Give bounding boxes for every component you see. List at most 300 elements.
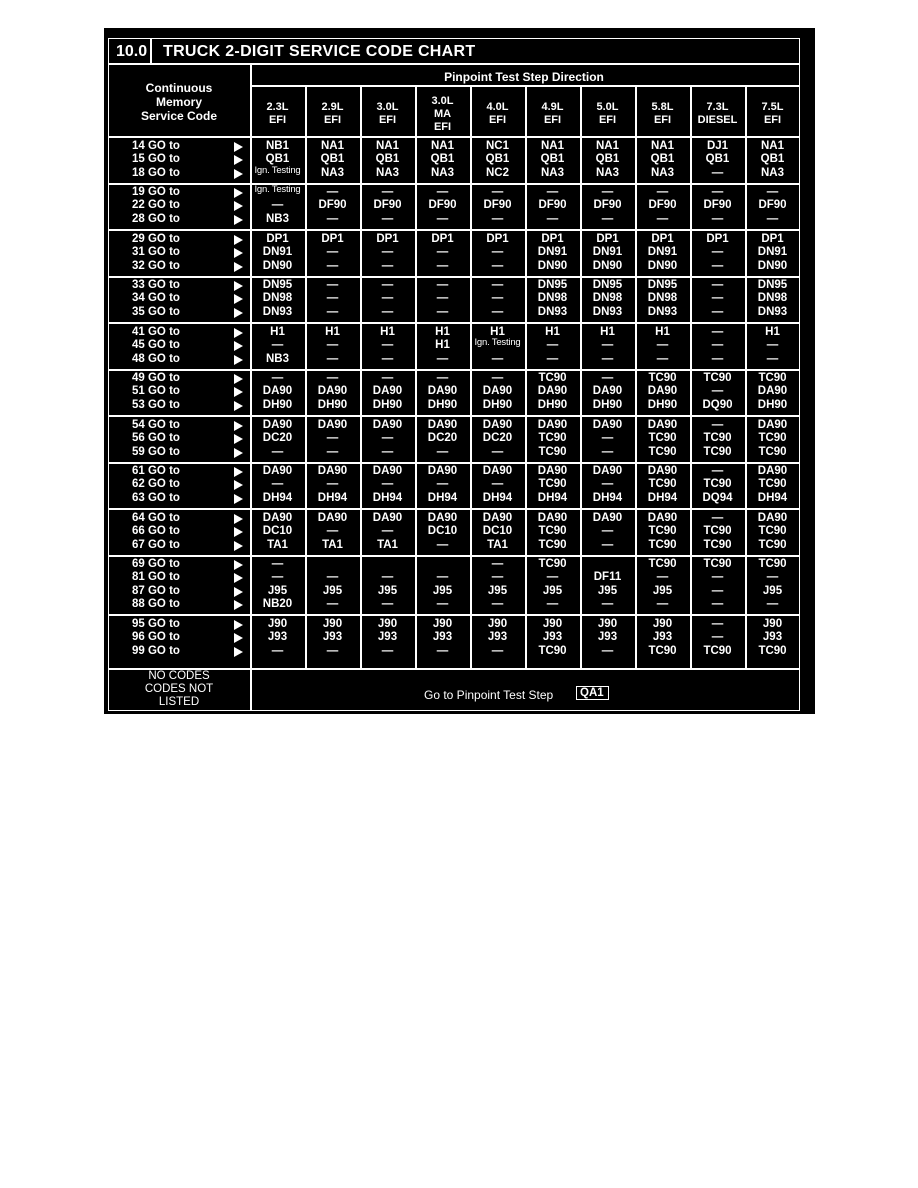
- test-step-cell: TC90: [758, 644, 787, 657]
- service-code-label: 96 GO to: [132, 631, 180, 644]
- test-step-cell: NA1: [540, 140, 564, 152]
- test-step-cell: —: [326, 186, 339, 198]
- test-step-cell: DP1: [376, 233, 399, 245]
- engine-header-line: EFI: [323, 114, 342, 126]
- test-step-cell: —: [601, 525, 614, 538]
- row-divider: [108, 322, 800, 324]
- test-step-cell: J90: [487, 618, 508, 630]
- test-step-cell: —: [271, 478, 284, 491]
- test-step-cell: —: [326, 644, 339, 657]
- test-step-cell: J95: [267, 584, 288, 597]
- test-step-cell: QB1: [485, 153, 510, 166]
- test-step-cell: DH94: [537, 491, 568, 504]
- arrow-right-icon: [234, 169, 243, 179]
- test-step-cell: J95: [652, 584, 673, 597]
- test-step-cell: —: [766, 598, 779, 611]
- test-step-cell: DA90: [482, 512, 513, 524]
- arrow-right-icon: [234, 527, 243, 537]
- service-code-label: 61 GO to: [132, 465, 180, 477]
- test-step-cell: —: [711, 305, 724, 318]
- test-step-cell: DN91: [537, 246, 568, 259]
- service-code-label: 45 GO to: [132, 339, 180, 352]
- test-step-cell: —: [326, 478, 339, 491]
- test-step-cell: J95: [487, 584, 508, 597]
- engine-header-line: 3.0L: [431, 95, 454, 107]
- engine-header: [415, 96, 470, 135]
- test-step-cell: H1: [765, 326, 780, 338]
- test-step-cell: NA1: [595, 140, 619, 152]
- test-step-cell: TC90: [758, 372, 787, 384]
- test-step-cell: —: [546, 571, 559, 584]
- test-step-cell: —: [381, 352, 394, 365]
- test-step-cell: DN98: [537, 292, 568, 305]
- arrow-right-icon: [234, 467, 243, 477]
- test-step-cell: DA90: [757, 385, 788, 398]
- test-step-cell: NA3: [320, 166, 344, 179]
- test-step-cell: DP1: [651, 233, 674, 245]
- test-step-cell: DA90: [482, 465, 513, 477]
- arrow-right-icon: [234, 647, 243, 657]
- arrow-right-icon: [234, 587, 243, 597]
- test-step-cell: DN95: [262, 279, 293, 291]
- test-step-cell: —: [491, 478, 504, 491]
- test-step-cell: Ign. Testing: [254, 184, 301, 195]
- engine-header-line: 2.9L: [321, 101, 344, 113]
- test-step-cell: —: [711, 186, 724, 198]
- test-step-cell: —: [656, 339, 669, 352]
- test-step-cell: —: [766, 571, 779, 584]
- test-step-cell: QB1: [265, 153, 290, 166]
- test-step-cell: —: [436, 644, 449, 657]
- service-code-label: 63 GO to: [132, 491, 180, 504]
- test-step-cell: QB1: [650, 153, 675, 166]
- no-codes-line-2: CODES NOT: [144, 683, 214, 695]
- test-step-cell: DH90: [262, 398, 293, 411]
- test-step-cell: DN90: [757, 259, 788, 272]
- arrow-right-icon: [234, 328, 243, 338]
- test-step-cell: —: [601, 478, 614, 491]
- engine-header: [470, 102, 525, 128]
- test-step-cell: TC90: [758, 525, 787, 538]
- test-step-cell: —: [326, 571, 339, 584]
- engine-header-line: 5.8L: [651, 101, 674, 113]
- row-divider: [108, 614, 800, 616]
- footer-instruction: Go to Pinpoint Test Step: [424, 688, 554, 702]
- test-step-cell: —: [491, 212, 504, 225]
- test-step-cell: DA90: [372, 385, 403, 398]
- test-step-cell: DN90: [592, 259, 623, 272]
- test-step-cell: DA90: [427, 385, 458, 398]
- arrow-right-icon: [234, 374, 243, 384]
- test-step-cell: DN93: [262, 305, 293, 318]
- left-header-line-2: Memory: [155, 95, 202, 109]
- test-step-cell: —: [381, 445, 394, 458]
- arrow-right-icon: [234, 281, 243, 291]
- test-step-cell: —: [711, 326, 724, 338]
- test-step-cell: —: [381, 246, 394, 259]
- service-code-label: 67 GO to: [132, 538, 180, 551]
- test-step-cell: DN95: [757, 279, 788, 291]
- arrow-right-icon: [234, 215, 243, 225]
- title-divider: [108, 63, 800, 65]
- arrow-right-icon: [234, 262, 243, 272]
- test-step-cell: TC90: [703, 644, 732, 657]
- test-step-cell: —: [601, 372, 614, 384]
- test-step-cell: —: [601, 339, 614, 352]
- test-step-cell: —: [546, 186, 559, 198]
- test-step-cell: DA90: [647, 512, 678, 524]
- row-divider: [108, 415, 800, 417]
- arrow-right-icon: [234, 434, 243, 444]
- test-step-cell: —: [601, 186, 614, 198]
- test-step-cell: —: [436, 445, 449, 458]
- test-step-cell: DA90: [427, 465, 458, 477]
- test-step-cell: TC90: [538, 432, 567, 445]
- engine-header-line: EFI: [763, 114, 782, 126]
- test-step-cell: —: [326, 339, 339, 352]
- service-code-label: 33 GO to: [132, 279, 180, 291]
- test-step-cell: —: [326, 598, 339, 611]
- test-step-cell: J93: [597, 631, 618, 644]
- arrow-right-icon: [234, 188, 243, 198]
- service-code-label: 81 GO to: [132, 571, 180, 584]
- no-codes-line-1: NO CODES: [148, 670, 210, 682]
- test-step-cell: —: [711, 419, 724, 431]
- test-step-cell: —: [326, 432, 339, 445]
- engine-header-line: 4.0L: [486, 101, 509, 113]
- test-step-cell: DA90: [647, 385, 678, 398]
- test-step-cell: —: [326, 352, 339, 365]
- test-step-cell: TC90: [703, 372, 732, 384]
- test-step-cell: —: [546, 598, 559, 611]
- engine-header: [690, 102, 745, 128]
- test-step-cell: DP1: [706, 233, 729, 245]
- test-step-cell: DA90: [427, 512, 458, 524]
- test-step-cell: DN90: [647, 259, 678, 272]
- test-step-cell: QB1: [375, 153, 400, 166]
- test-step-cell: DH90: [537, 398, 568, 411]
- test-step-cell: J93: [377, 631, 398, 644]
- test-step-cell: DN91: [647, 246, 678, 259]
- test-step-cell: —: [271, 372, 284, 384]
- service-code-label: 66 GO to: [132, 525, 180, 538]
- test-step-cell: J90: [432, 618, 453, 630]
- test-step-cell: DN91: [262, 246, 293, 259]
- test-step-cell: H1: [325, 326, 340, 338]
- test-step-cell: DH90: [317, 398, 348, 411]
- test-step-cell: NB3: [265, 212, 289, 225]
- test-step-cell: —: [491, 279, 504, 291]
- test-step-cell: DH94: [317, 491, 348, 504]
- test-step-cell: DC10: [482, 525, 513, 538]
- engine-header-line: 2.3L: [266, 101, 289, 113]
- test-step-cell: —: [381, 598, 394, 611]
- test-step-cell: —: [491, 571, 504, 584]
- test-step-cell: DH94: [592, 491, 623, 504]
- test-step-cell: —: [491, 186, 504, 198]
- test-step-cell: J95: [542, 584, 563, 597]
- test-step-cell: DQ94: [702, 491, 733, 504]
- test-step-cell: DF90: [373, 199, 402, 212]
- test-step-cell: NA1: [650, 140, 674, 152]
- test-step-cell: DP1: [321, 233, 344, 245]
- row-divider: [108, 555, 800, 557]
- test-step-cell: J90: [377, 618, 398, 630]
- test-step-cell: DF90: [648, 199, 677, 212]
- engine-header: [580, 102, 635, 128]
- test-step-cell: —: [436, 372, 449, 384]
- test-step-cell: —: [546, 212, 559, 225]
- test-step-cell: DP1: [761, 233, 784, 245]
- arrow-right-icon: [234, 448, 243, 458]
- test-step-cell: DF90: [538, 199, 567, 212]
- test-step-cell: —: [711, 212, 724, 225]
- test-step-cell: —: [711, 598, 724, 611]
- test-step-cell: DP1: [431, 233, 454, 245]
- test-step-cell: TC90: [703, 558, 732, 570]
- service-code-chart: [104, 28, 815, 714]
- engine-header: [360, 102, 415, 128]
- test-step-cell: TC90: [648, 478, 677, 491]
- engine-header-line: EFI: [488, 114, 507, 126]
- test-step-cell: J93: [542, 631, 563, 644]
- engine-header-line: MA: [433, 108, 452, 120]
- row-divider: [108, 462, 800, 464]
- test-step-cell: J93: [487, 631, 508, 644]
- row-divider: [108, 276, 800, 278]
- service-code-label: 48 GO to: [132, 352, 180, 365]
- test-step-cell: —: [766, 339, 779, 352]
- test-step-cell: DH90: [647, 398, 678, 411]
- test-step-cell: DQ90: [702, 398, 733, 411]
- test-step-cell: —: [711, 352, 724, 365]
- engine-header-line: EFI: [268, 114, 287, 126]
- arrow-right-icon: [234, 248, 243, 258]
- test-step-cell: —: [326, 259, 339, 272]
- engine-header-line: EFI: [543, 114, 562, 126]
- service-code-label: 49 GO to: [132, 372, 180, 384]
- test-step-cell: TC90: [538, 445, 567, 458]
- test-step-cell: —: [381, 432, 394, 445]
- test-step-cell: DA90: [262, 385, 293, 398]
- test-step-cell: J93: [652, 631, 673, 644]
- test-step-cell: —: [656, 598, 669, 611]
- test-step-cell: J90: [322, 618, 343, 630]
- service-code-label: 31 GO to: [132, 246, 180, 259]
- test-step-cell: —: [601, 445, 614, 458]
- test-step-cell: —: [381, 279, 394, 291]
- test-step-cell: —: [381, 186, 394, 198]
- test-step-cell: DA90: [262, 419, 293, 431]
- test-step-cell: NB3: [265, 352, 289, 365]
- test-step-cell: TC90: [703, 478, 732, 491]
- arrow-right-icon: [234, 541, 243, 551]
- test-step-cell: DF90: [593, 199, 622, 212]
- test-step-cell: DA90: [592, 465, 623, 477]
- test-step-cell: TC90: [703, 445, 732, 458]
- test-step-cell: DA90: [372, 465, 403, 477]
- test-step-cell: DA90: [537, 419, 568, 431]
- test-step-cell: Ign. Testing: [254, 164, 301, 176]
- test-step-cell: DN91: [592, 246, 623, 259]
- test-step-cell: J95: [432, 584, 453, 597]
- test-step-cell: —: [381, 525, 394, 538]
- test-step-cell: J95: [597, 584, 618, 597]
- test-step-cell: —: [326, 212, 339, 225]
- service-code-label: 88 GO to: [132, 598, 180, 611]
- test-step-cell: DF90: [483, 199, 512, 212]
- left-header-line-1: Continuous: [145, 81, 213, 95]
- test-step-cell: H1: [490, 326, 505, 338]
- no-codes-line-3: LISTED: [158, 696, 200, 708]
- title-number-divider: [150, 38, 152, 63]
- test-step-cell: —: [436, 305, 449, 318]
- left-header-line-3: Service Code: [140, 109, 218, 123]
- test-step-cell: DP1: [541, 233, 564, 245]
- test-step-cell: NC1: [485, 140, 509, 152]
- test-step-cell: —: [326, 246, 339, 259]
- test-step-cell: —: [271, 571, 284, 584]
- test-step-cell: DA90: [427, 419, 458, 431]
- arrow-right-icon: [234, 514, 243, 524]
- test-step-cell: TC90: [648, 445, 677, 458]
- test-step-cell: TC90: [538, 525, 567, 538]
- service-code-label: 28 GO to: [132, 212, 180, 225]
- test-step-cell: —: [381, 571, 394, 584]
- test-step-cell: —: [546, 339, 559, 352]
- engine-header: [305, 102, 360, 128]
- test-step-cell: —: [436, 279, 449, 291]
- test-step-cell: —: [711, 512, 724, 524]
- test-step-cell: TA1: [377, 538, 398, 551]
- test-step-cell: NA1: [430, 140, 454, 152]
- test-step-cell: DA90: [757, 419, 788, 431]
- service-code-label: 19 GO to: [132, 186, 180, 198]
- test-step-cell: —: [491, 246, 504, 259]
- test-step-cell: —: [271, 644, 284, 657]
- test-step-cell: —: [381, 372, 394, 384]
- arrow-right-icon: [234, 573, 243, 583]
- test-step-cell: DN90: [537, 259, 568, 272]
- arrow-right-icon: [234, 480, 243, 490]
- test-step-cell: J90: [652, 618, 673, 630]
- test-step-cell: —: [491, 372, 504, 384]
- service-code-label: 15 GO to: [132, 153, 180, 166]
- row-divider: [108, 508, 800, 510]
- test-step-cell: —: [381, 292, 394, 305]
- test-step-cell: J93: [267, 631, 288, 644]
- arrow-right-icon: [234, 142, 243, 152]
- test-step-cell: DH94: [427, 491, 458, 504]
- test-step-cell: DP1: [596, 233, 619, 245]
- test-step-cell: DF90: [318, 199, 347, 212]
- service-code-label: 14 GO to: [132, 140, 180, 152]
- test-step-cell: DH94: [482, 491, 513, 504]
- arrow-right-icon: [234, 308, 243, 318]
- test-step-cell: NA3: [540, 166, 564, 179]
- test-step-cell: DA90: [537, 385, 568, 398]
- test-step-cell: —: [326, 372, 339, 384]
- test-step-cell: —: [766, 352, 779, 365]
- test-step-cell: DN93: [592, 305, 623, 318]
- test-step-cell: DJ1: [706, 140, 729, 152]
- test-step-cell: DA90: [262, 465, 293, 477]
- test-step-cell: DN98: [592, 292, 623, 305]
- test-step-cell: DN93: [647, 305, 678, 318]
- arrow-right-icon: [234, 235, 243, 245]
- test-step-cell: DC10: [427, 525, 458, 538]
- test-step-cell: DC10: [262, 525, 293, 538]
- test-step-cell: —: [381, 339, 394, 352]
- test-step-cell: TC90: [758, 538, 787, 551]
- test-step-cell: TC90: [758, 445, 787, 458]
- test-step-cell: J93: [322, 631, 343, 644]
- test-step-cell: —: [601, 352, 614, 365]
- test-step-cell: NA3: [650, 166, 674, 179]
- engine-header-line: 3.0L: [376, 101, 399, 113]
- test-step-cell: TC90: [648, 538, 677, 551]
- test-step-cell: —: [711, 618, 724, 630]
- row-divider: [108, 136, 800, 138]
- test-step-cell: TA1: [267, 538, 288, 551]
- test-step-cell: DH90: [372, 398, 403, 411]
- test-step-cell: DA90: [317, 465, 348, 477]
- test-step-cell: TC90: [648, 644, 677, 657]
- test-step-cell: DN98: [757, 292, 788, 305]
- pinpoint-header: Pinpoint Test Step Direction: [444, 70, 604, 84]
- test-step-cell: DA90: [537, 512, 568, 524]
- arrow-right-icon: [234, 620, 243, 630]
- service-code-label: 51 GO to: [132, 385, 180, 398]
- test-step-cell: J90: [597, 618, 618, 630]
- test-step-cell: DH94: [262, 491, 293, 504]
- service-code-label: 54 GO to: [132, 419, 180, 431]
- test-step-cell: —: [601, 538, 614, 551]
- test-step-cell: DA90: [647, 465, 678, 477]
- test-step-cell: —: [491, 305, 504, 318]
- test-step-cell: —: [491, 558, 504, 570]
- test-step-cell: —: [491, 352, 504, 365]
- test-step-cell: NB20: [262, 598, 293, 611]
- test-step-cell: —: [381, 478, 394, 491]
- test-step-cell: —: [326, 305, 339, 318]
- test-step-cell: NA1: [760, 140, 784, 152]
- test-step-cell: NA3: [430, 166, 454, 179]
- service-code-label: 62 GO to: [132, 478, 180, 491]
- test-step-cell: TC90: [648, 432, 677, 445]
- test-step-cell: NA3: [760, 166, 784, 179]
- test-step-cell: DA90: [317, 512, 348, 524]
- test-step-cell: —: [271, 558, 284, 570]
- service-code-label: 29 GO to: [132, 233, 180, 245]
- test-step-cell: DA90: [317, 419, 348, 431]
- test-step-cell: H1: [380, 326, 395, 338]
- test-step-cell: H1: [270, 326, 285, 338]
- engine-header-line: EFI: [378, 114, 397, 126]
- service-code-label: 18 GO to: [132, 166, 180, 179]
- test-step-cell: —: [436, 571, 449, 584]
- test-step-cell: TA1: [322, 538, 343, 551]
- engine-header-line: EFI: [433, 121, 452, 133]
- test-step-cell: DA90: [757, 465, 788, 477]
- test-step-cell: DA90: [317, 385, 348, 398]
- test-step-cell: —: [436, 186, 449, 198]
- test-step-cell: NB1: [265, 140, 289, 152]
- test-step-cell: J90: [762, 618, 783, 630]
- test-step-cell: TC90: [703, 538, 732, 551]
- arrow-right-icon: [234, 560, 243, 570]
- test-step-cell: DA90: [482, 419, 513, 431]
